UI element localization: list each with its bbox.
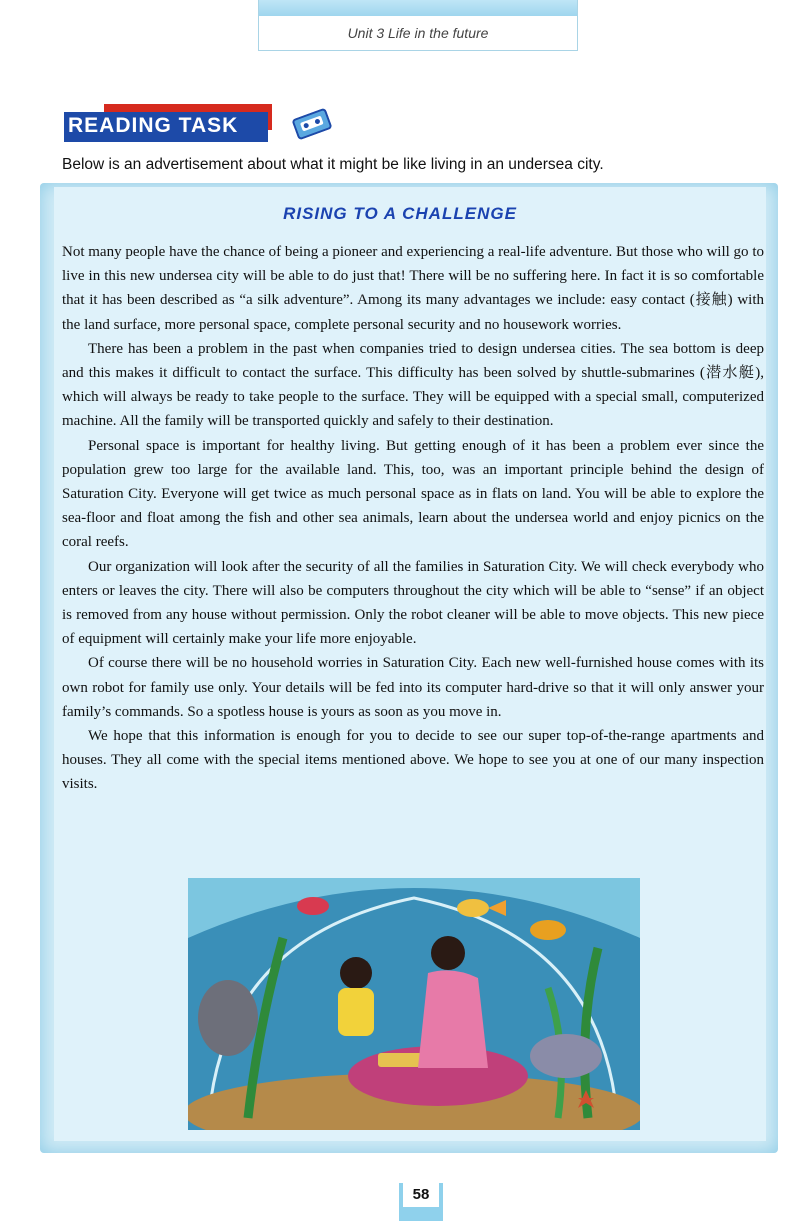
- article-paragraph: Of course there will be no household worries in Saturation City. Each new well-furnished house comes with its own robot for family use only. Your details will be fed into its computer hard-drive so that it will only answer your family’s commands. So a spotless house is yours as soon as you move in.: [62, 655, 764, 720]
- article-paragraph: There has been a problem in the past when companies tried to design undersea cities. The sea bottom is deep and this makes it difficult to contact the surface. This difficulty has been solved by shuttle-submarines (潜水艇), which will always be ready to take people to the surface. They will be equipped with a special small, computerized machine. All the family will be transported quickly and safely to their destination.: [62, 340, 764, 430]
- article-body: [62, 240, 764, 797]
- intro-text: Below is an advertisement about what it might be like living in an undersea city.: [62, 156, 604, 173]
- article-paragraph: Our organization will look after the security of all the families in Saturation City. We will check everybody who enters or leaves the city. There will also be computers throughout the city which will be able to “sense” if an object is removed from any house without permission. Only the robot cleaner will be able to move objects. This new piece of equipment will certainly make your life more enjoyable.: [62, 558, 764, 648]
- article-paragraph: Personal space is important for healthy living. But getting enough of it has been a problem ever since the population grew too large for the available land. This, too, was an important principle behind the design of Saturation City. Everyone will get twice as much personal space as in flats on land. You will be able to explore the sea-floor and float among the fish and other sea animals, learn about the undersea world and enjoy picnics on the coral reefs.: [62, 437, 764, 551]
- page-number: [399, 1183, 443, 1221]
- article-paragraph: We hope that this information is enough for you to decide to see our super top-of-the-range apartments and houses. They all come with the special items mentioned above. We hope to see you at one of our many inspection visits.: [62, 728, 764, 793]
- cassette-tape-icon: [291, 108, 332, 141]
- section-label: READING TASK: [68, 114, 239, 137]
- unit-header: [258, 0, 578, 51]
- header-wave-band: [259, 0, 577, 16]
- unit-title: Unit 3 Life in the future: [347, 25, 489, 41]
- article-paragraph: Not many people have the chance of being a pioneer and experiencing a real-life adventure. But those who will go to live in this new undersea city will be able to do just that! There will be no suffering here. In fact it is so comfortable that it has been described as “a silk adventure”. Among its many advantages we include: easy contact (接触) with the land surface, more personal space, complete personal security and no housework worries.: [62, 244, 764, 333]
- article-title: RISING TO A CHALLENGE: [283, 204, 517, 223]
- page-number-text: 58: [403, 1183, 439, 1207]
- section-banner: [64, 104, 272, 142]
- undersea-picnic-illustration: [188, 878, 640, 1130]
